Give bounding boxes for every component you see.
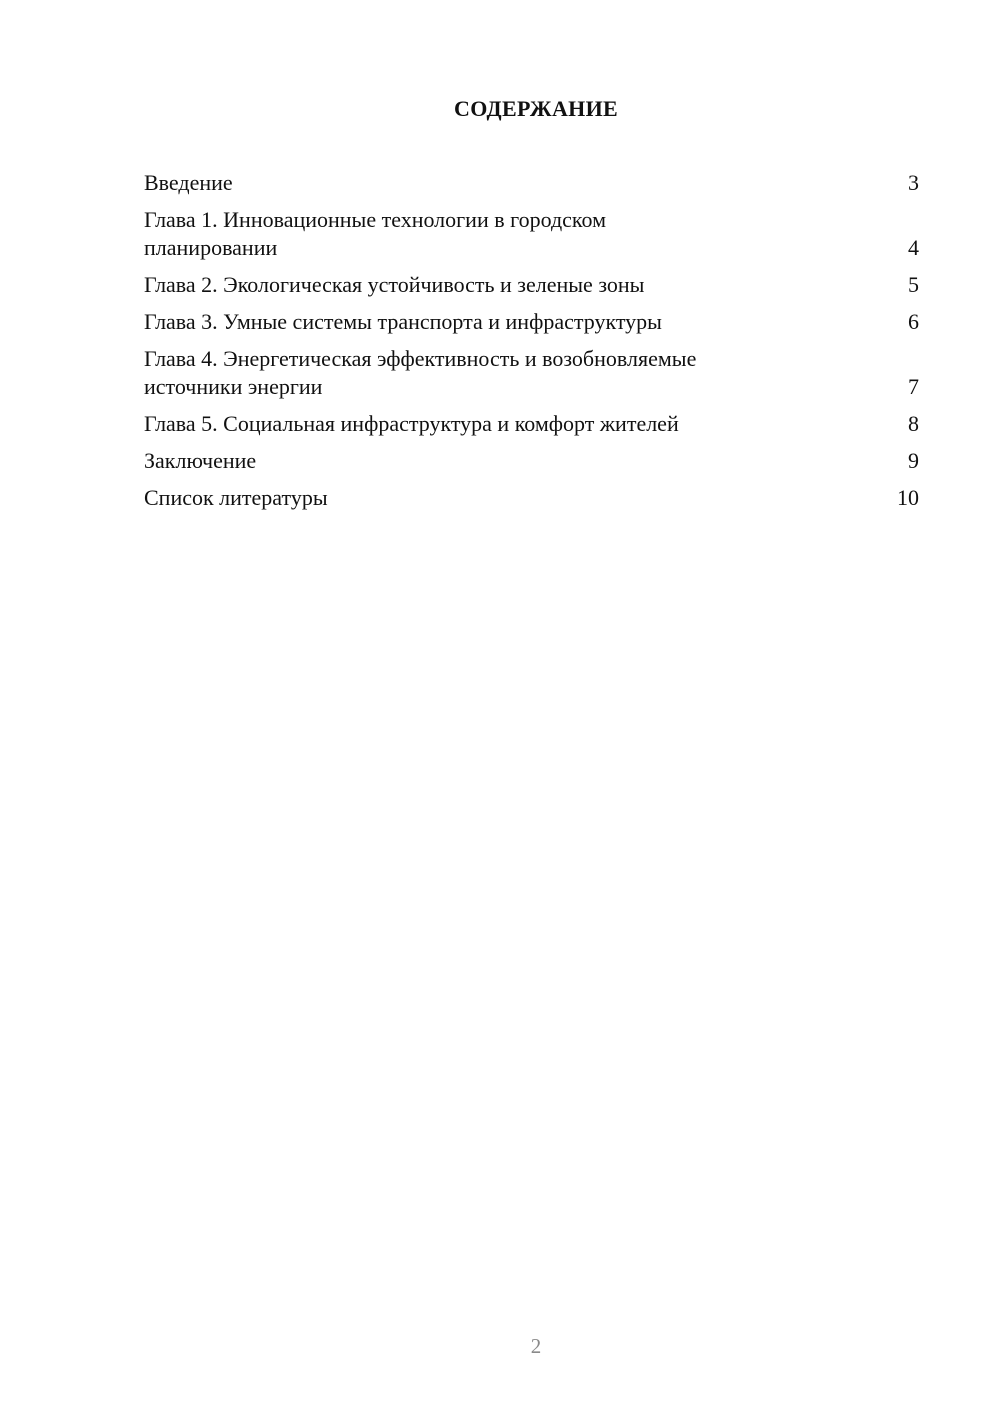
toc-entry-chapter-2[interactable]	[144, 271, 919, 299]
toc-entry-label: Глава 3. Умные системы транспорта и инфраструктуры	[144, 309, 662, 334]
toc-entry-page-number: 7	[908, 374, 919, 399]
toc-entry-page-number: 5	[908, 272, 919, 297]
toc-entry-references[interactable]	[144, 484, 919, 512]
page-number-footer: 2	[530, 1334, 542, 1358]
toc-entry-chapter-5[interactable]	[144, 410, 919, 438]
page-title: СОДЕРЖАНИЕ	[454, 96, 618, 121]
toc-entry-label: Список литературы	[144, 485, 328, 510]
table-of-contents	[144, 169, 919, 521]
toc-entry-page-number: 9	[908, 448, 919, 473]
toc-entry-chapter-1[interactable]	[144, 206, 919, 262]
toc-entry-label: Введение	[144, 170, 233, 195]
toc-entry-label: Глава 4. Энергетическая эффективность и возобновляемые источники энергии	[144, 346, 697, 399]
toc-entry-chapter-4[interactable]	[144, 345, 919, 401]
toc-entry-page-number: 4	[908, 235, 919, 260]
toc-entry-page-number: 10	[897, 485, 919, 510]
toc-entry-introduction[interactable]	[144, 169, 919, 197]
toc-entry-page-number: 8	[908, 411, 919, 436]
toc-entry-label: Глава 1. Инновационные технологии в городском планировании	[144, 207, 606, 260]
toc-entry-page-number: 6	[908, 309, 919, 334]
toc-entry-label: Глава 5. Социальная инфраструктура и комфорт жителей	[144, 411, 679, 436]
toc-entry-chapter-3[interactable]	[144, 308, 919, 336]
toc-entry-label: Глава 2. Экологическая устойчивость и зеленые зоны	[144, 272, 645, 297]
toc-entry-label: Заключение	[144, 448, 257, 473]
toc-entry-page-number: 3	[908, 170, 919, 195]
toc-entry-conclusion[interactable]	[144, 447, 919, 475]
